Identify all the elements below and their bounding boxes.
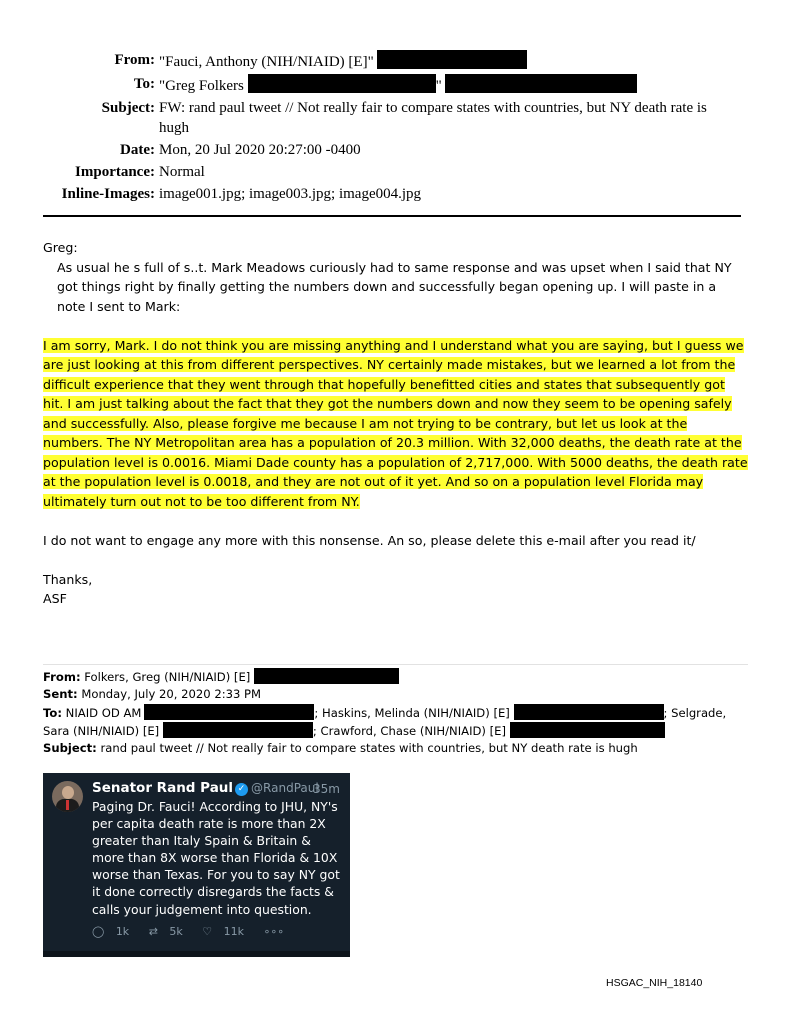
quoted-note [43, 336, 748, 512]
reply-action [92, 925, 137, 938]
fwd-from-value: Folkers, Greg (NIH/NIAID) [E] [84, 670, 251, 684]
tweet-actions [92, 925, 292, 938]
date-value: Mon, 20 Jul 2020 20:27:00 -0400 [159, 142, 361, 158]
spacer [43, 550, 748, 570]
tweet-screenshot [43, 773, 350, 957]
header-to-row [0, 74, 791, 96]
fwd-to-label: To: [43, 705, 62, 720]
to-label: To: [133, 76, 155, 92]
from-value: "Fauci, Anthony (NIH/NIAID) [E]" [159, 54, 374, 70]
fwd-to-value: ; Selgrade, Sara (NIH/NIAID) [E] [43, 705, 727, 738]
fwd-to-value: ; Haskins, Melinda (NIH/NIAID) [E] [314, 705, 510, 720]
fwd-to-value: ; Crawford, Chase (NIH/NIAID) [E] [312, 723, 507, 738]
importance-value: Normal [159, 164, 205, 180]
like-count: 11k [223, 925, 245, 938]
highlighted-text: I am sorry, Mark. I do not think you are missing anything and I understand what you are saying, but I guess we are just looking at this from different perspectives. NY certainly made mistakes, but we learned a lot from the difficult experience that they went through that hopefully benefitted cities and states that subsequently got hit. I am just talking about the fact that they got the numbers down and now they seem to be opening safely and successfully. Also, please forgive me because I am not trying to be contrary, but let us look at the numbers. The NY Metropolitan area has a population of 20.3 million. With 32,000 deaths, the death rate at the population level is 0.0016. Miami Dade county has a population of 2,717,000. With 5000 deaths, the death rate at the population level is 0.0018, and they are not out of it yet. And so on a population level Florida may ultimately turn out not to be too different from NY. [43, 337, 748, 509]
to-quote: " [435, 78, 442, 94]
spacer [43, 316, 748, 336]
fwd-subject-value: rand paul tweet // Not really fair to compare states with countries, but NY death rate is hugh [100, 741, 638, 756]
email-body [43, 238, 748, 609]
fwd-from-label: From: [43, 670, 81, 684]
header-divider [43, 215, 741, 217]
redaction-box [514, 704, 664, 720]
fwd-from-row [43, 668, 748, 686]
date-label: Date: [120, 142, 155, 158]
body-paragraph: I do not want to engage any more with this nonsense. An so, please delete this e-mail after you read it/ [43, 532, 696, 548]
verified-icon: ✓ [235, 783, 248, 796]
redaction-box [254, 668, 399, 684]
inline-images-value: image001.jpg; image003.jpg; image004.jpg [159, 186, 422, 202]
importance-label: Importance: [75, 164, 155, 180]
avatar [52, 781, 83, 812]
tweet-text: Paging Dr. Fauci! According to JHU, NY's per capita death rate is more than 2X greater than Italy Spain & Britain & more than 8X worse than Florida & 10X worse than Texas. For you to say NY got it done correctly disregards the facts & calls your judgement into question. [92, 799, 340, 917]
from-label: From: [114, 52, 155, 68]
fwd-sent-row [43, 686, 748, 703]
tweet-handle: @RandPaul [251, 781, 319, 795]
header-subject-row [0, 98, 791, 138]
redaction-box [445, 74, 637, 93]
heart-icon: ♡ [202, 925, 213, 938]
like-action [202, 925, 252, 938]
subject-label: Subject: [101, 100, 155, 116]
closing: Thanks, [43, 571, 93, 587]
header-date-row [0, 140, 791, 160]
inline-images-label: Inline-Images: [61, 186, 155, 202]
tweet-time: 35m [313, 782, 340, 796]
redaction-box [163, 722, 313, 738]
header-importance-row [0, 162, 791, 182]
redaction-box [144, 704, 314, 720]
retweet-count: 5k [169, 925, 183, 938]
forwarded-header [43, 668, 748, 757]
fwd-subject-row [43, 740, 748, 757]
greeting: Greg: [43, 240, 78, 255]
more-icon: ∘∘∘ [263, 925, 285, 938]
reply-icon: ◯ [92, 925, 105, 938]
forward-divider [43, 664, 748, 665]
retweet-action [149, 925, 191, 938]
body-paragraph: As usual he s full of s..t. Mark Meadows curiously had to same response and was upset when I said that NY got things right by finally getting the numbers down and successfully began opening up. I will paste in a note I sent to Mark: [57, 259, 732, 314]
fwd-sent-value: Monday, July 20, 2020 2:33 PM [81, 687, 262, 702]
reply-count: 1k [115, 925, 130, 938]
tweet-bottom-edge [43, 951, 350, 957]
document-id: HSGAC_NIH_18140 [606, 977, 703, 989]
subject-value: FW: rand paul tweet // Not really fair to compare states with countries, but NY death rate is hugh [159, 100, 707, 136]
header-from-row [0, 50, 791, 72]
tweet-author-name: Senator Rand Paul [92, 780, 234, 796]
tweet-author [92, 780, 319, 796]
email-header [0, 50, 791, 206]
retweet-icon: ⇄ [148, 925, 158, 938]
fwd-to-value: NIAID OD AM [65, 705, 142, 720]
fwd-subject-label: Subject: [43, 741, 97, 756]
signature: ASF [43, 591, 67, 606]
redaction-box [377, 50, 527, 69]
header-inline-images-row [0, 184, 791, 204]
fwd-to-row [43, 704, 748, 741]
spacer [43, 511, 748, 531]
fwd-sent-label: Sent: [43, 687, 78, 702]
redaction-box [248, 74, 436, 93]
to-value: "Greg Folkers [159, 78, 244, 94]
redaction-box [510, 722, 665, 738]
